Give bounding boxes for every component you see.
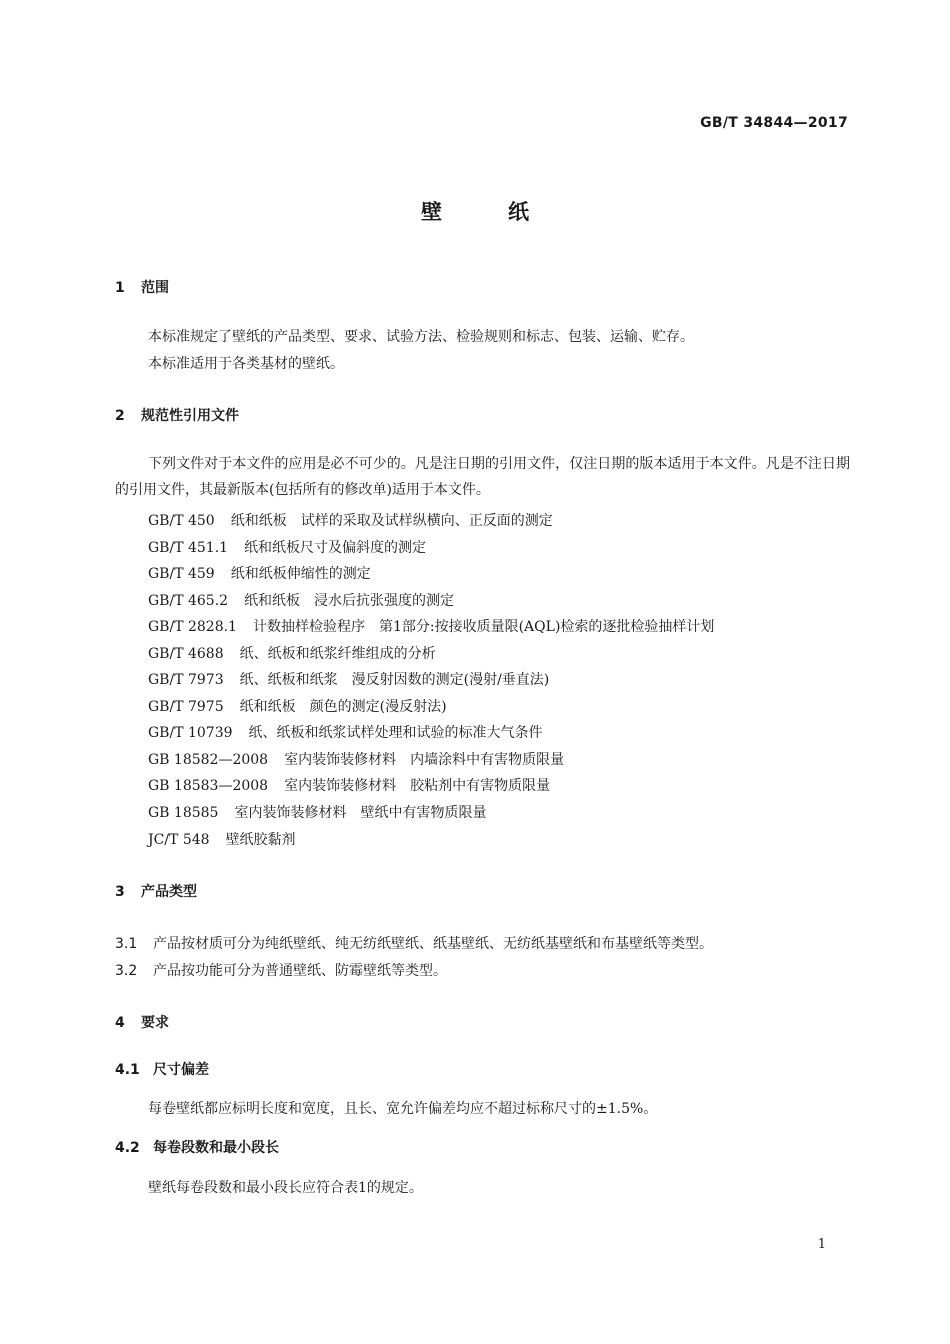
reference-item — [148, 590, 454, 610]
subsection-number: 4.1 — [115, 1062, 140, 1078]
references-intro: 下列文件对于本文件的应用是必不可少的。凡是注日期的引用文件，仅注日期的版本适用于本文件。凡是不注日期的引用文件，其最新版本(包括所有的修改单)适用于本文件。 — [115, 456, 850, 498]
section-number: 2 — [115, 408, 125, 424]
subsection-title: 尺寸偏差 — [153, 1062, 209, 1078]
reference-title: 纸、纸板和纸浆 漫反射因数的测定(漫射/垂直法) — [239, 672, 550, 688]
reference-item — [148, 802, 486, 822]
reference-item — [148, 749, 564, 769]
reference-title: 纸、纸板和纸浆试样处理和试验的标准大气条件 — [248, 725, 543, 741]
clause-3-1 — [115, 933, 713, 953]
clause-number: 3.1 — [115, 936, 138, 952]
reference-title: 壁纸胶黏剂 — [225, 832, 296, 848]
reference-item — [148, 510, 553, 530]
section-number: 1 — [115, 280, 125, 296]
reference-item — [148, 696, 447, 716]
section-4-heading — [115, 1012, 169, 1032]
reference-title: 纸和纸板 试样的采取及试样纵横向、正反面的测定 — [230, 513, 553, 529]
reference-code: GB/T 7973 — [148, 672, 224, 688]
reference-item — [148, 775, 550, 795]
reference-item — [148, 643, 436, 663]
dimension-tolerance-text: 每卷壁纸都应标明长度和宽度，且长、宽允许偏差均应不超过标称尺寸的±1.5%。 — [148, 1101, 658, 1117]
reference-code: GB/T 7975 — [148, 699, 224, 715]
reference-title: 室内装饰装修材料 壁纸中有害物质限量 — [234, 805, 487, 821]
clause-number: 3.2 — [115, 963, 138, 979]
reference-code: GB/T 451.1 — [148, 540, 229, 556]
section-number: 3 — [115, 884, 125, 900]
reference-code: GB/T 465.2 — [148, 593, 229, 609]
subsection-number: 4.2 — [115, 1140, 140, 1156]
reference-title: 室内装饰装修材料 胶粘剂中有害物质限量 — [284, 778, 551, 794]
scope-paragraph-1: 本标准规定了壁纸的产品类型、要求、试验方法、检验规则和标志、包装、运输、贮存。 — [148, 329, 694, 345]
clause-3-2 — [115, 960, 447, 980]
section-number: 4 — [115, 1015, 125, 1031]
section-title: 范围 — [141, 280, 169, 296]
clause-text: 产品按功能可分为普通壁纸、防霉壁纸等类型。 — [153, 963, 447, 979]
reference-code: GB/T 10739 — [148, 725, 233, 741]
subsection-title: 每卷段数和最小段长 — [153, 1140, 279, 1156]
reference-title: 纸和纸板尺寸及偏斜度的测定 — [244, 540, 427, 556]
reference-item — [148, 616, 714, 636]
reference-code: GB/T 450 — [148, 513, 215, 529]
subsection-4-1-heading — [115, 1059, 209, 1079]
standard-number: GB/T 34844—2017 — [700, 115, 848, 131]
section-1-heading — [115, 277, 169, 297]
reference-title: 室内装饰装修材料 内墙涂料中有害物质限量 — [284, 752, 565, 768]
section-title: 产品类型 — [141, 884, 197, 900]
reference-item — [148, 722, 543, 742]
section-title: 规范性引用文件 — [141, 408, 239, 424]
reference-item — [148, 829, 296, 849]
document-title — [0, 196, 950, 226]
reference-title: 纸和纸板 颜色的测定(漫反射法) — [239, 699, 447, 715]
reference-code: GB/T 2828.1 — [148, 619, 237, 635]
reference-title: 计数抽样检验程序 第1部分:按接收质量限(AQL)检索的逐批检验抽样计划 — [252, 619, 715, 635]
title-char-1: 壁 — [421, 200, 442, 224]
reference-title: 纸、纸板和纸浆纤维组成的分析 — [239, 646, 436, 662]
reference-item — [148, 563, 371, 583]
section-3-heading — [115, 881, 197, 901]
reference-code: GB 18583—2008 — [148, 778, 269, 794]
reference-item — [148, 669, 549, 689]
scope-paragraph-2: 本标准适用于各类基材的壁纸。 — [148, 356, 344, 372]
reference-title: 纸和纸板伸缩性的测定 — [230, 566, 371, 582]
reference-code: GB/T 459 — [148, 566, 215, 582]
title-char-2: 纸 — [508, 200, 529, 224]
reference-code: GB/T 4688 — [148, 646, 224, 662]
page-number: 1 — [817, 1237, 826, 1252]
reference-code: GB 18585 — [148, 805, 219, 821]
subsection-4-2-heading — [115, 1137, 279, 1157]
reference-item — [148, 537, 426, 557]
section-2-heading — [115, 405, 239, 425]
reference-title: 纸和纸板 浸水后抗张强度的测定 — [244, 593, 455, 609]
reference-code: JC/T 548 — [148, 832, 210, 848]
clause-text: 产品按材质可分为纯纸壁纸、纯无纺纸壁纸、纸基壁纸、无纺纸基壁纸和布基壁纸等类型。 — [153, 936, 713, 952]
section-title: 要求 — [141, 1015, 169, 1031]
segment-length-text: 壁纸每卷段数和最小段长应符合表1的规定。 — [148, 1180, 423, 1196]
reference-code: GB 18582—2008 — [148, 752, 269, 768]
